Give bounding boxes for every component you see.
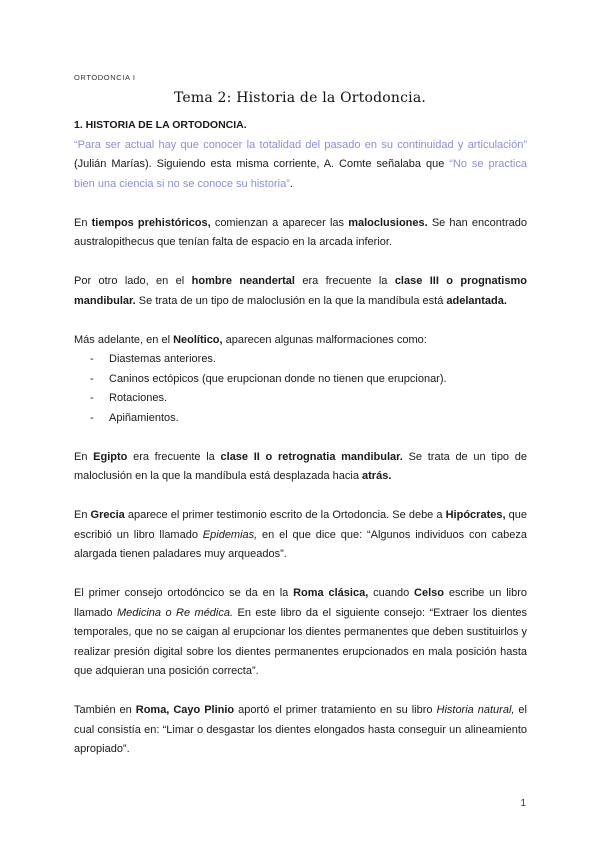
paragraph-neolithic: Más adelante, en el Neolítico, aparecen algunas malformaciones como: bbox=[74, 333, 427, 346]
list-item: - Diastemas anteriores. bbox=[90, 350, 527, 370]
section-heading: 1. HISTORIA DE LA ORTODONCIA. bbox=[74, 119, 247, 131]
page-number: 1 bbox=[520, 798, 526, 809]
list-item: - Caninos ectópicos (que erupcionan donde no tienen que erupcionar). bbox=[90, 370, 527, 390]
paragraph-greece: En Grecia aparece el primer testimonio escrito de la Ortodoncia. Se debe a Hipócrates, que escribió un libro llamado Epidemias, en el que dice que: “Algunos individuos con cabeza alargada tienen paladares muy arqueados”. bbox=[74, 509, 528, 560]
malformations-list bbox=[74, 350, 527, 428]
quote-comte: “No se practica bien una ciencia si no se conoce su historia” bbox=[74, 158, 527, 190]
paragraph-neandertal: Por otro lado, en el hombre neandertal era frecuente la clase III o prognatismo mandibular. Se trata de un tipo de maloclusión en la que la mandíbula está adelantada. bbox=[74, 275, 527, 307]
intro-paragraph: “Para ser actual hay que conocer la totalidad del pasado en su continuidad y articulación” (Julián Marías). Siguiendo esta misma corriente, A. Comte señalaba que “No se practica bien una ciencia si no se conoce su historia”. bbox=[74, 138, 527, 190]
paragraph-prehistory: En tiempos prehistóricos, comienzan a aparecer las maloclusiones. Se han encontrado australopithecus que tenían falta de espacio en la arcada inferior. bbox=[74, 216, 527, 248]
paragraph-pliny: También en Roma, Cayo Plinio aportó el primer tratamiento en su libro Historia natural, el cual consistía en: “Limar o desgastar los dientes elongados hasta conseguir un alineamiento apropiado”. bbox=[74, 704, 527, 755]
quote-marias: “Para ser actual hay que conocer la totalidad del pasado en su continuidad y articulación” bbox=[74, 138, 527, 151]
course-header: ORTODONCIA I bbox=[74, 73, 136, 82]
document-body bbox=[74, 116, 527, 760]
paragraph-egypt: En Egipto era frecuente la clase II o retrognatia mandibular. Se trata de un tipo de maloclusión en la que la mandíbula está desplazada hacia atrás. bbox=[74, 450, 527, 482]
paragraph-rome: El primer consejo ortodóncico se da en la Roma clásica, cuando Celso escribe un libro llamado Medicina o Re médica. En este libro da el siguiente consejo: “Extraer los dientes temporales, que no se caigan al erupcionar los dientes permanentes que deben sustituirlos y realizar presión digital sobre los dientes permanentes erupcionados en mala posición hasta que adquieran una posición correcta”. bbox=[74, 587, 528, 677]
list-item: - Apiñamientos. bbox=[90, 409, 527, 429]
list-item: - Rotaciones. bbox=[90, 389, 527, 409]
page-title: Tema 2: Historia de la Ortodoncia. bbox=[173, 90, 427, 106]
